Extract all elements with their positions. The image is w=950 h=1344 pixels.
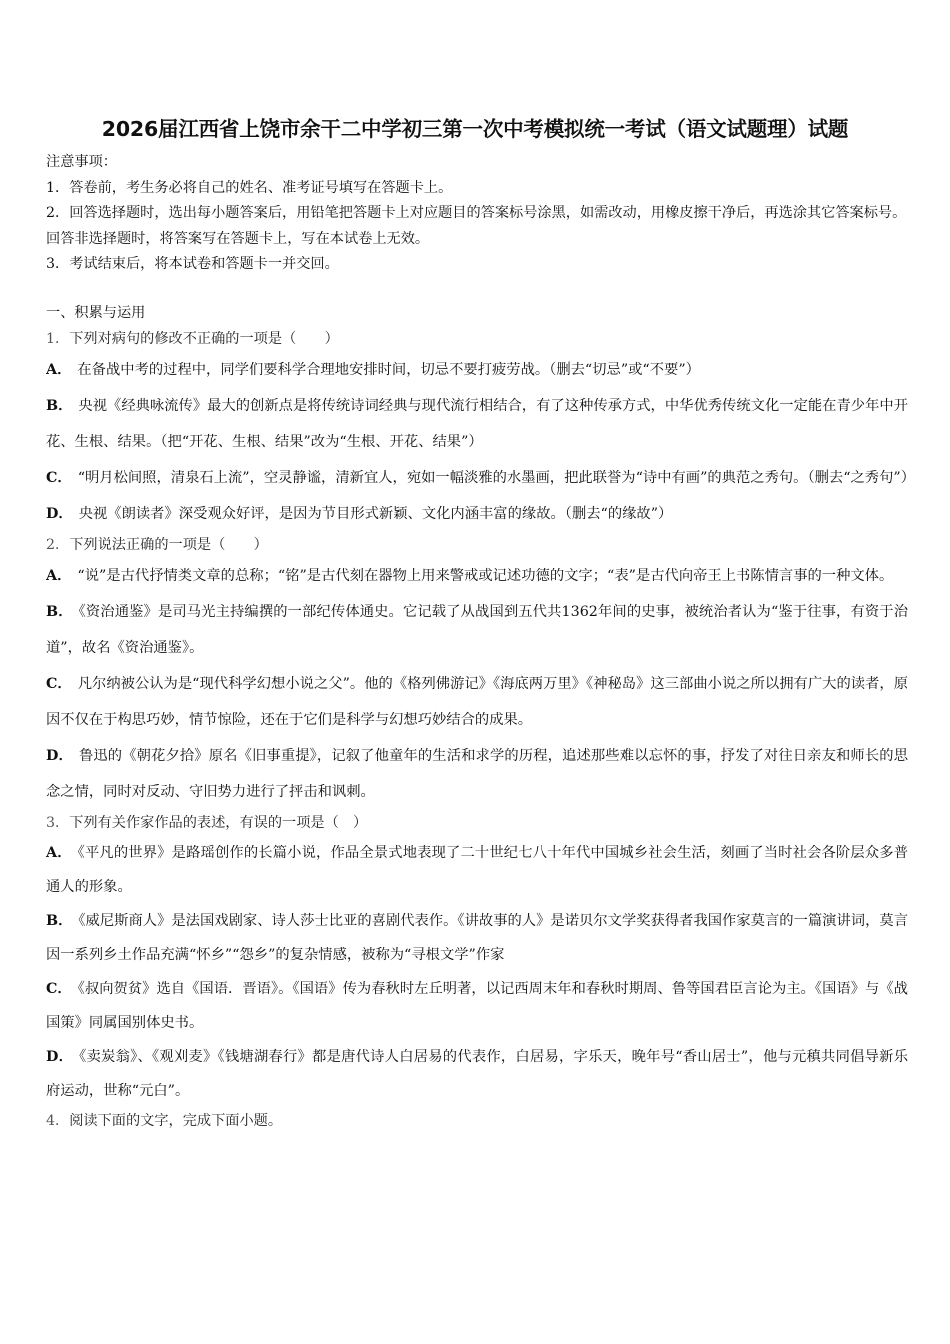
notice-heading: 注意事项：	[46, 154, 117, 170]
notice-item: 3．考试结束后，将本试卷和答题卡一并交回。	[46, 256, 339, 272]
option-d	[46, 738, 908, 810]
question-stem	[46, 810, 908, 836]
question-number: 3．	[46, 814, 70, 831]
page-title: 2026届江西省上饶市余干二中学初三第一次中考模拟统一考试（语文试题理）试题	[101, 117, 849, 141]
question-number: 4．	[46, 1112, 70, 1129]
option-text: 《威尼斯商人》是法国戏剧家、诗人莎士比亚的喜剧代表作。《讲故事的人》是诺贝尔文学奖获得者我国作家莫言的一篇演讲词，莫言因一系列乡土作品充满“怀乡”“怨乡”的复杂情感，被称为“寻根文学”作家	[46, 912, 908, 963]
option-c	[46, 460, 916, 496]
option-a	[46, 352, 908, 388]
section-heading: 一、积累与运用	[46, 304, 146, 321]
option-text: 央视《朗读者》深受观众好评，是因为节目形式新颖、文化内涵丰富的缘故。（删去“的缘故”）	[78, 505, 673, 522]
option-label: C．	[46, 980, 72, 997]
option-a	[46, 836, 908, 904]
option-text: 《卖炭翁》、《观刈麦》《钱塘湖春行》都是唐代诗人白居易的代表作，白居易，字乐天，晚年号“香山居士”，他与元稹共同倡导新乐府运动，世称“元白”。	[46, 1048, 908, 1099]
option-label: D．	[46, 747, 73, 764]
question-text: 下列说法正确的一项是（ ）	[69, 536, 268, 553]
option-text: 在备战中考的过程中，同学们要科学合理地安排时间，切忌不要打疲劳战。（删去“切忌”或“不要”）	[77, 361, 700, 378]
option-d	[46, 496, 908, 532]
option-c	[46, 972, 908, 1040]
question-stem	[46, 532, 908, 558]
option-c	[46, 666, 908, 738]
option-label: A．	[46, 361, 72, 378]
exam-content	[46, 150, 916, 1134]
option-label: D．	[46, 505, 73, 522]
question-text: 下列对病句的修改不正确的一项是（ ）	[69, 330, 339, 347]
option-label: A．	[46, 567, 72, 584]
option-text: “说”是古代抒情类文章的总称；“铭”是古代刻在器物上用来警戒或记述功德的文字；“表”是古代向帝王上书陈情言事的一种文体。	[77, 567, 894, 584]
option-text: 央视《经典咏流传》最大的创新点是将传统诗词经典与现代流行相结合，有了这种传承方式，中华优秀传统文化一定能在青少年中开花、生根、结果。（把“开花、生根、结果”改为“生根、开花、结果”）	[46, 397, 908, 450]
option-text: 凡尔纳被公认为是“现代科学幻想小说之父”。他的《格列佛游记》《海底两万里》《神秘岛》这三部曲小说之所以拥有广大的读者，原因不仅在于构思巧妙，情节惊险，还在于它们是科学与幻想巧妙结合的成果。	[46, 675, 908, 728]
option-label: C．	[46, 675, 72, 692]
option-text: 《叔向贺贫》选自《国语．晋语》。《国语》传为春秋时左丘明著，以记西周末年和春秋时期周、鲁等国君臣言论为主。《国语》与《战国策》同属国别体史书。	[46, 980, 908, 1031]
option-label: A．	[46, 844, 72, 861]
option-b	[46, 904, 908, 972]
question-number: 2．	[46, 536, 70, 553]
question-stem	[46, 326, 908, 352]
option-text: 鲁迅的《朝花夕拾》原名《旧事重提》，记叙了他童年的生活和求学的历程，追述那些难以忘怀的事，抒发了对往日亲友和师长的思念之情，同时对反动、守旧势力进行了抨击和讽刺。	[46, 747, 908, 800]
question-text: 下列有关作家作品的表述，有误的一项是（ ）	[69, 814, 368, 831]
notice-item: 1．答卷前，考生务必将自己的姓名、准考证号填写在答题卡上。	[46, 179, 453, 196]
option-a	[46, 558, 908, 594]
option-label: B．	[46, 397, 73, 414]
notice-block	[46, 150, 908, 278]
notice-item: 2．回答选择题时，选出每小题答案后，用铅笔把答题卡上对应题目的答案标号涂黑，如需改动，用橡皮擦干净后，再选涂其它答案标号。回答非选择题时，将答案写在答题卡上，写在本试卷上无效。	[46, 205, 907, 247]
option-label: B．	[46, 603, 73, 620]
question-stem	[46, 1108, 908, 1134]
option-b	[46, 388, 908, 460]
option-label: C．	[46, 469, 72, 486]
option-text: 《平凡的世界》是路瑶创作的长篇小说，作品全景式地表现了二十世纪七八十年代中国城乡社会生活，刻画了当时社会各阶层众多普通人的形象。	[46, 844, 908, 895]
question-text: 阅读下面的文字，完成下面小题。	[69, 1112, 283, 1129]
option-text: 《资治通鉴》是司马光主持编撰的一部纪传体通史。它记载了从战国到五代共1362年间的史事，被统治者认为“鉴于往事，有资于治道”，故名《资治通鉴》。	[46, 603, 908, 656]
question-number: 1．	[46, 330, 70, 347]
option-d	[46, 1040, 908, 1108]
option-label: D．	[46, 1048, 74, 1065]
option-b	[46, 594, 908, 666]
option-text: “明月松间照，清泉石上流”，空灵静谧，清新宜人，宛如一幅淡雅的水墨画，把此联誉为“诗中有画”的典范之秀句。（删去“之秀句”）	[77, 469, 916, 486]
option-label: B．	[46, 912, 73, 929]
